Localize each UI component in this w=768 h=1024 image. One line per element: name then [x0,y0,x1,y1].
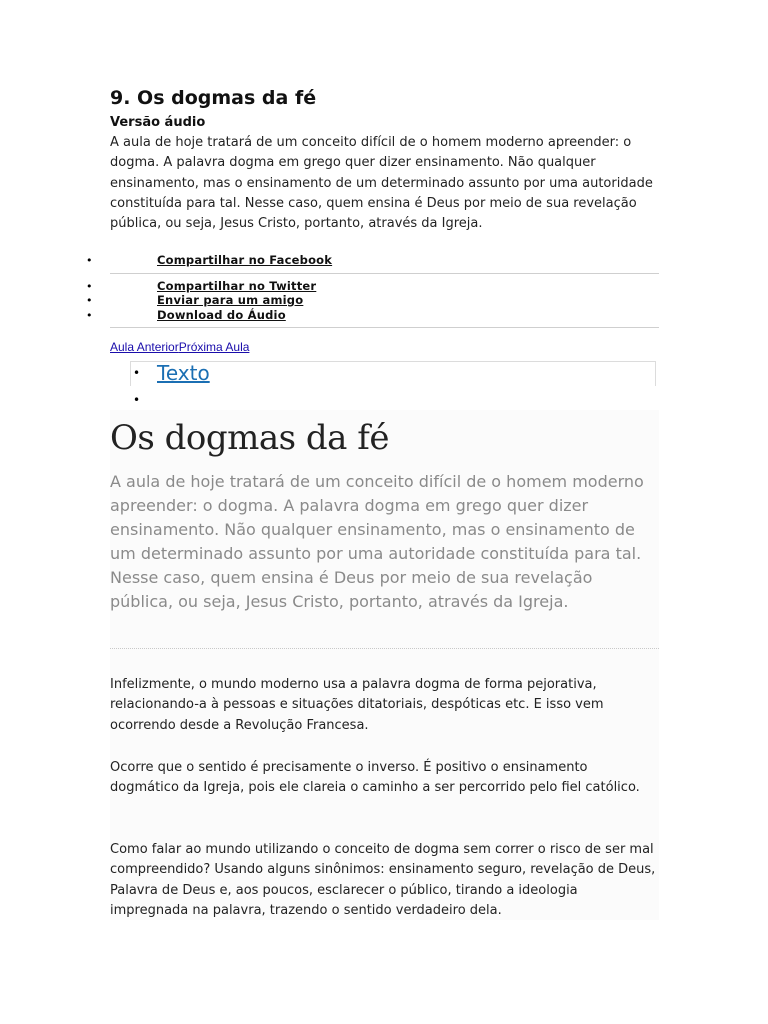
lesson-intro: A aula de hoje tratará de um conceito difícil de o homem moderno apreender: o dogma. A palavra dogma em grego quer dizer ensinamento. Não qualquer ensinamento, mas o ensinamento de um determinado assunto por uma autoridade constituída para tal. Nesse caso, quem ensina é Deus por meio de sua revelação pública, ou seja, Jesus Cristo, portanto, através da Igreja. [110,135,653,232]
list-bullet: • [86,309,93,322]
audio-version-label: Versão áudio [110,115,206,130]
divider [110,273,659,274]
list-bullet: • [86,280,93,293]
divider [110,327,659,328]
article-title: Os dogmas da fé [110,418,389,458]
list-bullet: • [133,393,141,407]
share-facebook-link[interactable]: Compartilhar no Facebook [157,253,333,267]
send-to-friend-link[interactable]: Enviar para um amigo [157,293,304,307]
lesson-navigation [110,340,249,354]
list-bullet: • [86,294,93,307]
list-bullet: • [133,366,141,380]
tab-texto[interactable]: Texto [157,361,210,385]
list-bullet: • [86,254,93,267]
article-lead: A aula de hoje tratará de um conceito difícil de o homem moderno apreender: o dogma. A palavra dogma em grego quer dizer ensinamento. Não qualquer ensinamento, mas o ensinamento de um determinado assunto por uma autoridade constituída para tal. Nesse caso, quem ensina é Deus por meio de sua revelação pública, ou seja, Jesus Cristo, portanto, através da Igreja. [110,472,644,611]
article-paragraph: Infelizmente, o mundo moderno usa a palavra dogma de forma pejorativa, relacionando-a à pessoas e situações ditatoriais, despóticas etc. E isso vem ocorrendo desde a Revolução Francesa. [110,677,604,733]
next-lesson-link[interactable]: Próxima Aula [178,340,250,354]
previous-lesson-link[interactable]: Aula Anterior [110,340,179,354]
divider [110,648,659,649]
lesson-title: 9. Os dogmas da fé [110,87,317,109]
share-twitter-link[interactable]: Compartilhar no Twitter [157,279,317,293]
article-paragraph: Ocorre que o sentido é precisamente o inverso. É positivo o ensinamento dogmático da Igreja, pois ele clareia o caminho a ser percorrido pelo fiel católico. [110,760,640,796]
download-audio-link[interactable]: Download do Áudio [157,308,286,322]
article-paragraph: Como falar ao mundo utilizando o conceito de dogma sem correr o risco de ser mal compreendido? Usando alguns sinônimos: ensinamento seguro, revelação de Deus, Palavra de Deus e, aos poucos, esclarecer o público, tirando a ideologia impregnada na palavra, trazendo o sentido verdadeiro dela. [110,842,656,918]
